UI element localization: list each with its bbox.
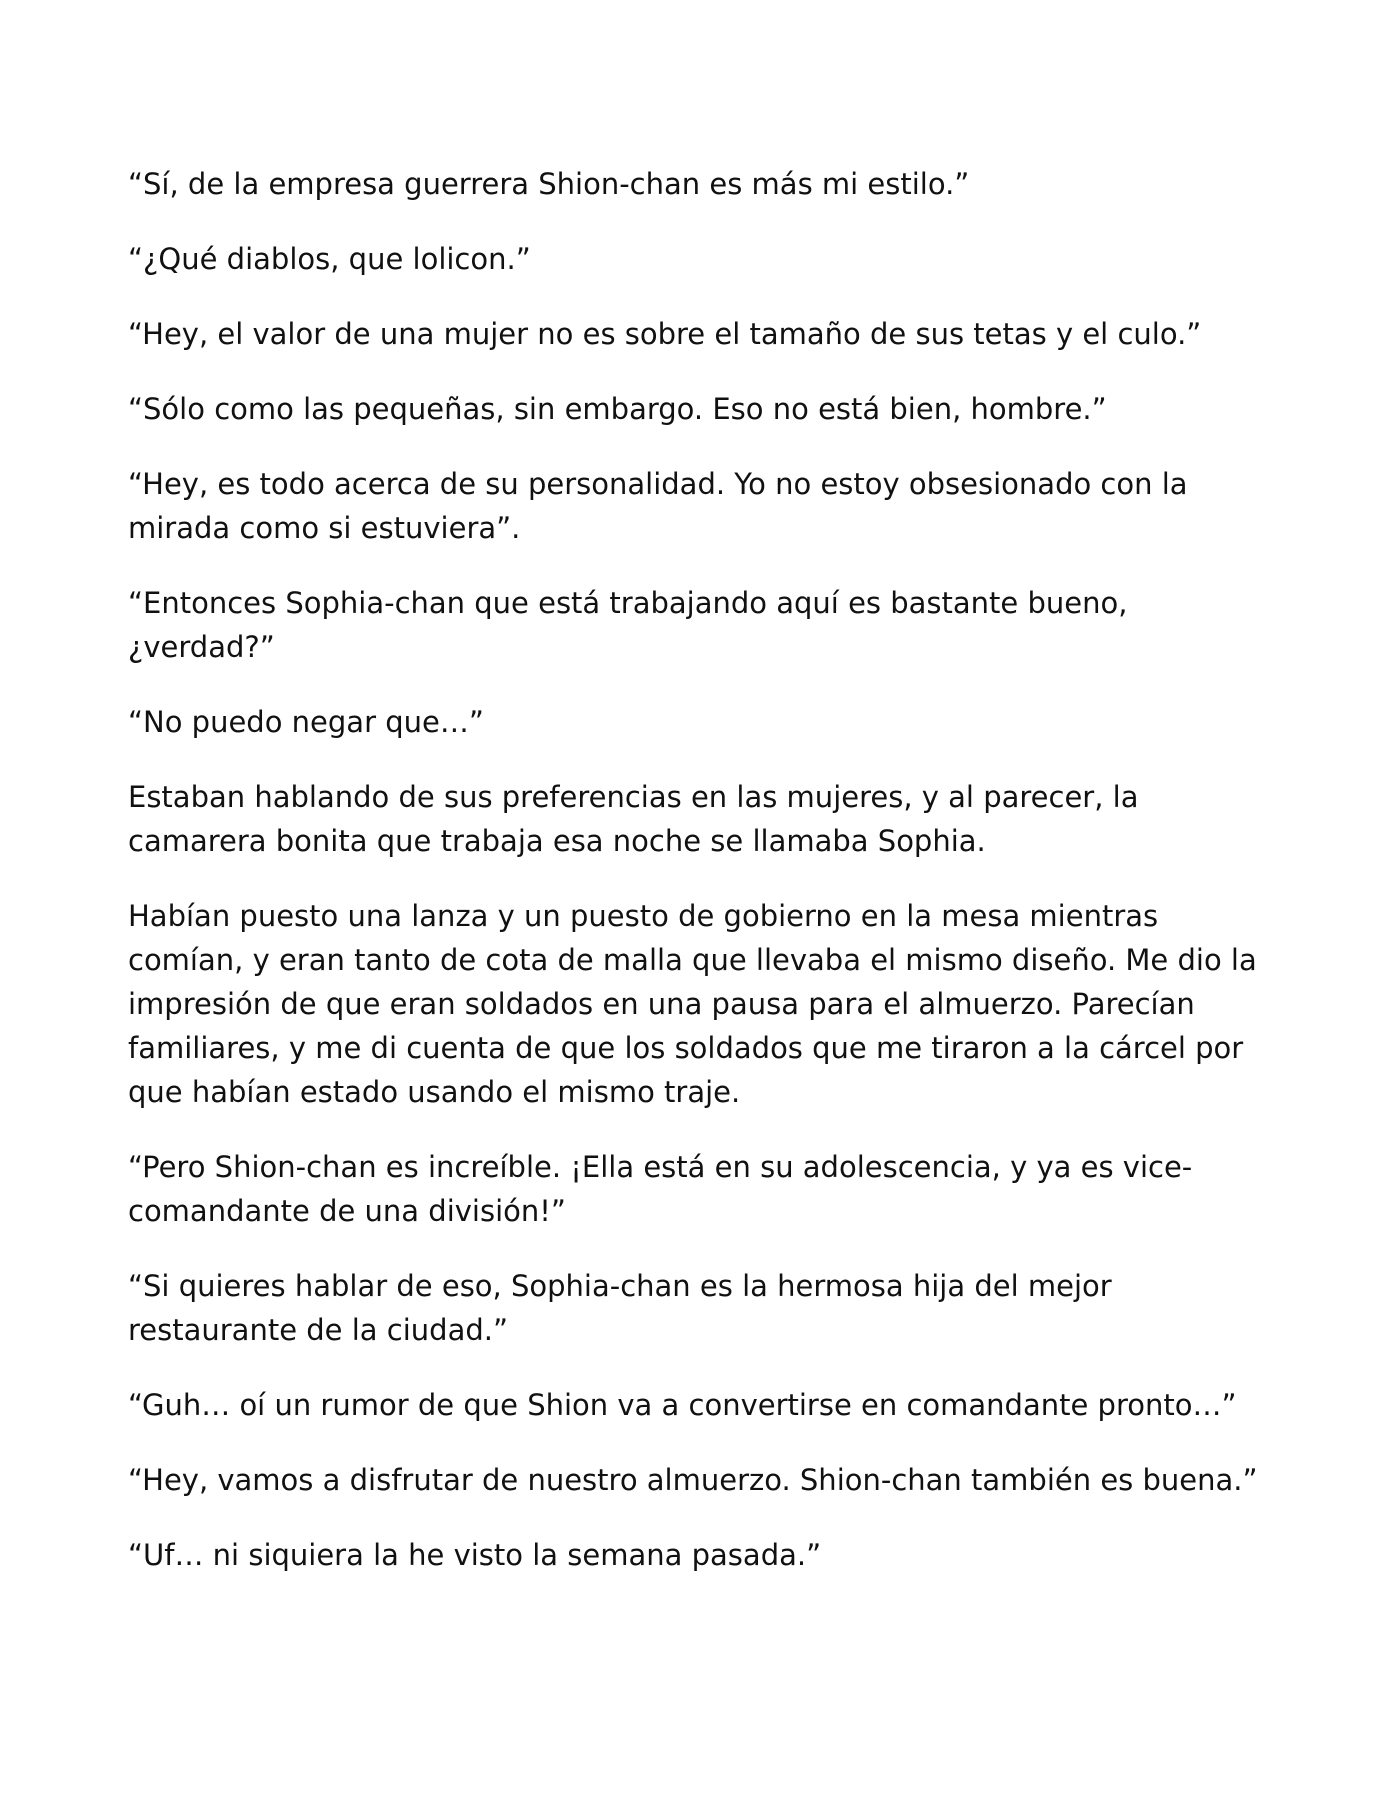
paragraph: “¿Qué diablos, que lolicon.”: [128, 242, 531, 276]
paragraph: Habían puesto una lanza y un puesto de gobierno en la mesa mientras comían, y eran tanto de cota de malla que llevaba el mismo diseño. Me dio la impresión de que eran soldados en una pausa para el almuerzo. Parecían familiares, y me di cuenta de que los soldados que me tiraron a la cárcel por que habían estado usando el mismo traje.: [128, 899, 1257, 1109]
paragraph: “Sí, de la empresa guerrera Shion-chan es más mi estilo.”: [128, 167, 970, 201]
paragraph: “Hey, es todo acerca de su personalidad. Yo no estoy obsesionado con la mirada como si estuviera”.: [128, 467, 1188, 545]
paragraph: “Si quieres hablar de eso, Sophia-chan es la hermosa hija del mejor restaurante de la ciudad.”: [128, 1269, 1112, 1347]
paragraph: “Sólo como las pequeñas, sin embargo. Eso no está bien, hombre.”: [128, 392, 1107, 426]
paragraph: “Guh… oí un rumor de que Shion va a convertirse en comandante pronto…”: [128, 1388, 1237, 1422]
paragraph: “Pero Shion-chan es increíble. ¡Ella está en su adolescencia, y ya es vice-comandante de una división!”: [128, 1150, 1193, 1228]
paragraph: Estaban hablando de sus preferencias en las mujeres, y al parecer, la camarera bonita que trabaja esa noche se llamaba Sophia.: [128, 780, 1139, 858]
paragraph: “No puedo negar que…”: [128, 705, 484, 739]
paragraph: “Hey, el valor de una mujer no es sobre el tamaño de sus tetas y el culo.”: [128, 317, 1202, 351]
paragraph: “Uf… ni siquiera la he visto la semana pasada.”: [128, 1538, 822, 1572]
paragraph: “Entonces Sophia-chan que está trabajando aquí es bastante bueno, ¿verdad?”: [128, 586, 1128, 664]
paragraph: “Hey, vamos a disfrutar de nuestro almuerzo. Shion-chan también es buena.”: [128, 1463, 1258, 1497]
text-body: [128, 162, 1278, 1608]
